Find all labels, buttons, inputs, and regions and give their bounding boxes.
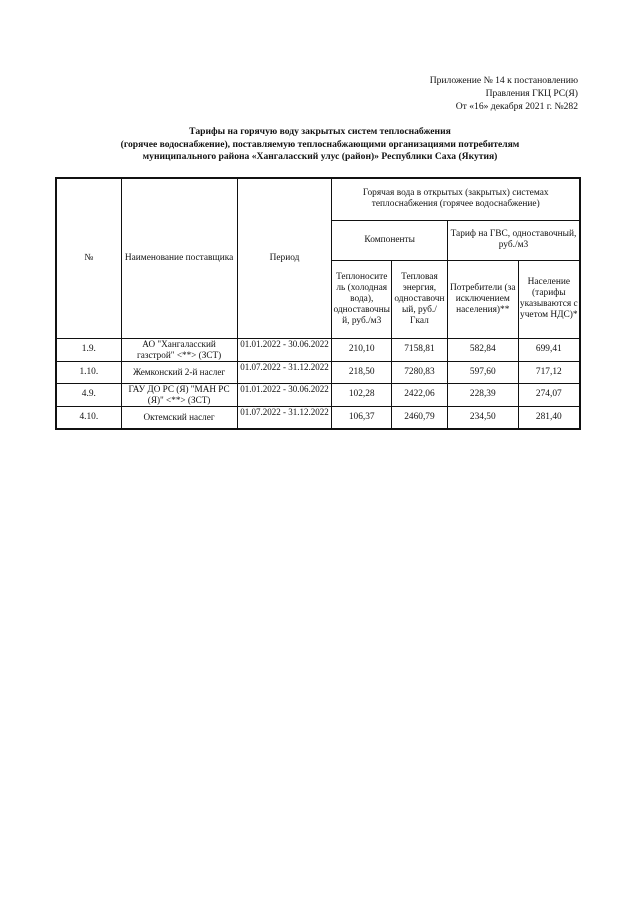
header-population: Население (тарифы указываются с учетом НДС)* — [518, 260, 580, 338]
cell-supplier: Октемский наслег — [121, 406, 237, 429]
cell-supplier: Жемконский 2-й наслег — [121, 361, 237, 383]
cell-period: 01.01.2022 - 30.06.2022 — [237, 383, 332, 406]
cell-consumers: 582,84 — [447, 338, 518, 361]
appendix-note — [318, 74, 578, 113]
cell-population: 717,12 — [518, 361, 580, 383]
cell-supplier: ГАУ ДО РС (Я) "МАН РС (Я)" <**> (ЗСТ) — [121, 383, 237, 406]
cell-num: 1.10. — [56, 361, 121, 383]
cell-period: 01.01.2022 - 30.06.2022 — [237, 338, 332, 361]
header-period: Период — [237, 178, 332, 338]
document-title — [60, 126, 580, 164]
cell-period: 01.07.2022 - 31.12.2022 — [237, 406, 332, 429]
header-heat-energy: Тепловая энергия, одноставочн ый, руб./Гкал — [391, 260, 447, 338]
cell-heat: 2460,79 — [391, 406, 447, 429]
table-row — [56, 406, 580, 429]
cell-coolant: 210,10 — [332, 338, 392, 361]
header-hot-water-group: Горячая вода в открытых (закрытых) системах теплоснабжения (горячее водоснабжение) — [332, 178, 580, 220]
cell-num: 1.9. — [56, 338, 121, 361]
cell-coolant: 102,28 — [332, 383, 392, 406]
tariffs-table — [55, 177, 581, 430]
cell-heat: 7280,83 — [391, 361, 447, 383]
appendix-line-1: Приложение № 14 к постановлению — [429, 75, 578, 86]
table-row — [56, 361, 580, 383]
table-row — [56, 338, 580, 361]
cell-heat: 7158,81 — [391, 338, 447, 361]
cell-population: 274,07 — [518, 383, 580, 406]
header-tariff: Тариф на ГВС, одноставочный, руб./м3 — [447, 220, 580, 260]
cell-period: 01.07.2022 - 31.12.2022 — [237, 361, 332, 383]
title-line-2: (горячее водоснабжение), поставляемую теплоснабжающими организациями потребителям — [120, 138, 520, 150]
header-num: № — [56, 178, 121, 338]
cell-num: 4.10. — [56, 406, 121, 429]
title-line-3: муниципального района «Хангаласский улус (район)» Республики Саха (Якутия) — [142, 151, 498, 162]
header-supplier: Наименование поставщика — [121, 178, 237, 338]
cell-heat: 2422,06 — [391, 383, 447, 406]
cell-coolant: 106,37 — [332, 406, 392, 429]
appendix-line-3: От «16» декабря 2021 г. №282 — [455, 101, 578, 112]
cell-coolant: 218,50 — [332, 361, 392, 383]
cell-consumers: 597,60 — [447, 361, 518, 383]
cell-num: 4.9. — [56, 383, 121, 406]
appendix-line-2: Правления ГКЦ РС(Я) — [485, 88, 578, 99]
table-row — [56, 383, 580, 406]
cell-population: 281,40 — [518, 406, 580, 429]
cell-consumers: 228,39 — [447, 383, 518, 406]
cell-consumers: 234,50 — [447, 406, 518, 429]
title-line-1: Тарифы на горячую воду закрытых систем теплоснабжения — [189, 126, 451, 137]
header-components: Компоненты — [332, 220, 447, 260]
cell-supplier: АО "Хангаласский газстрой" <**> (ЗСТ) — [121, 338, 237, 361]
header-coolant: Теплоносите ль (холодная вода), одноставочны й, руб./м3 — [332, 260, 392, 338]
header-consumers: Потребители (за исключением населения)** — [447, 260, 518, 338]
cell-population: 699,41 — [518, 338, 580, 361]
